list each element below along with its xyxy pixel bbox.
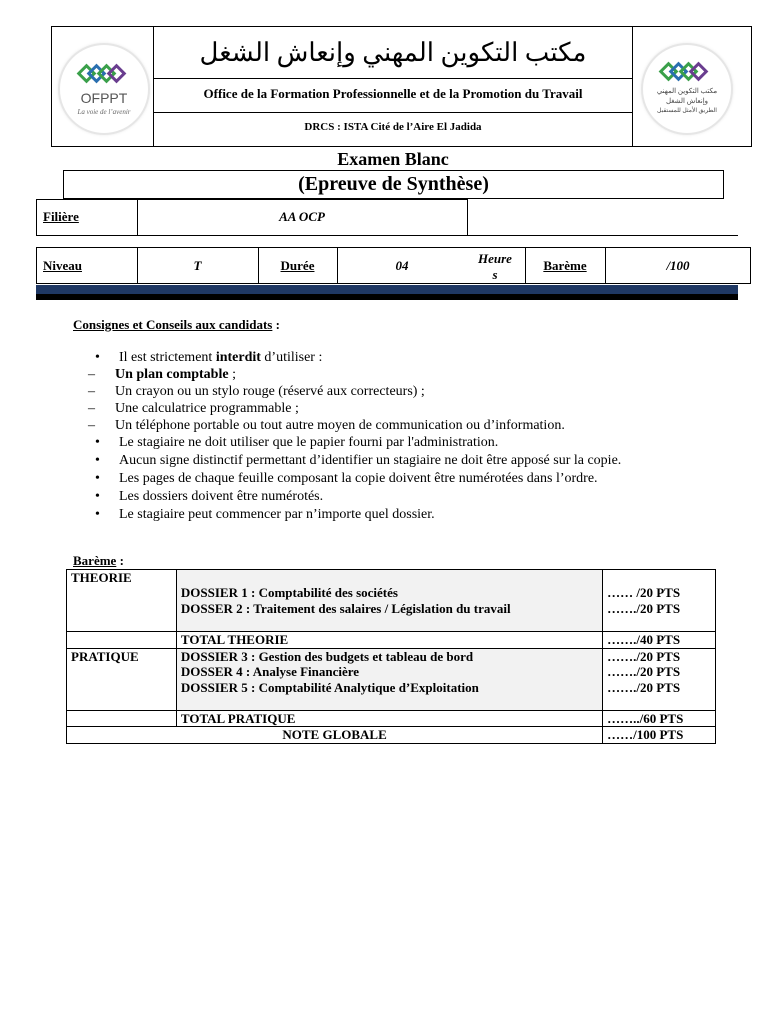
bareme-section-title [73, 553, 124, 569]
exam-title: Examen Blanc [337, 149, 449, 169]
consigne-text: Le stagiaire ne doit utiliser que le papier fourni par l'administration. [119, 435, 499, 450]
bullet-icon: • [95, 350, 100, 365]
consigne-text: Les pages de chaque feuille composant la copie doivent être numérotées dans l’ordre. [119, 471, 598, 486]
consigne-text [115, 366, 236, 383]
bareme-table [66, 569, 716, 744]
bareme-section-title-text: Barème [73, 553, 117, 568]
pratique-label: PRATIQUE [67, 648, 177, 710]
consigne-text [119, 349, 322, 366]
divider-bar-blue [36, 285, 738, 294]
arabic-title: مكتب التكوين المهني وإنعاش الشغل [199, 38, 587, 67]
consignes-list [88, 349, 748, 524]
note-globale-label: NOTE GLOBALE [67, 727, 603, 744]
filiere-rule-ext [467, 235, 738, 236]
theorie-label: THEORIE [67, 570, 177, 632]
dossier-2: DOSSER 2 : Traitement des salaires / Législation du travail [180, 600, 511, 616]
list-item [88, 470, 748, 488]
office-title: Office de la Formation Professionnelle et de la Promotion du Travail [203, 86, 583, 101]
list-item [88, 383, 748, 400]
header-rule-2 [153, 112, 633, 113]
dash-icon: – [88, 401, 95, 416]
dossier-1: DOSSIER 1 : Comptabilité des sociétés [180, 585, 398, 600]
filiere-label: Filière [43, 209, 79, 224]
bareme-section-title-suffix: : [116, 553, 124, 568]
niveau-label: Niveau [43, 258, 82, 273]
dossier-5-points: ……./20 PTS [607, 679, 681, 695]
dash-icon: – [88, 384, 95, 399]
table-row [67, 710, 716, 727]
drcs-line: DRCS : ISTA Cité de l’Aire El Jadida [304, 121, 482, 133]
dash-icon: – [88, 418, 95, 433]
theorie-dossiers [176, 570, 602, 632]
bullet-icon: • [95, 507, 100, 522]
pratique-dossiers [176, 648, 602, 710]
dossier-1-points: …… /20 PTS [607, 585, 681, 600]
empty-cell [67, 632, 177, 649]
pratique-points [603, 648, 716, 710]
heures-label-2: s [492, 267, 498, 282]
consigne-text-bold: Un plan comptable [115, 367, 229, 382]
arabic-logo-line-2: وإنعاش الشغل [665, 97, 709, 105]
bareme-label: Barème [543, 258, 587, 273]
consigne-text: Aucun signe distinctif permettant d’identifier un stagiaire ne doit être apposé sur la copie. [119, 453, 622, 468]
consigne-text: Le stagiaire peut commencer par n’importe quel dossier. [119, 507, 435, 522]
total-theorie-label: TOTAL THEORIE [176, 632, 602, 649]
list-item [88, 349, 748, 366]
consignes-title [73, 317, 280, 333]
theorie-points [603, 570, 716, 632]
table-row [67, 727, 716, 744]
bullet-icon: • [95, 453, 100, 468]
total-pratique-label: TOTAL PRATIQUE [176, 710, 602, 727]
bullet-icon: • [95, 471, 100, 486]
header-rule-1 [153, 78, 633, 79]
ofppt-arabic-logo [643, 45, 731, 133]
ofppt-logo [60, 45, 148, 133]
dossier-3-points: ……./20 PTS [607, 648, 681, 664]
ofppt-logo-text: OFPPT [80, 90, 128, 106]
consigne-text: Une calculatrice programmable ; [115, 401, 299, 416]
dossier-4: DOSSER 4 : Analyse Financière [180, 664, 360, 679]
total-theorie-points: ……./40 PTS [603, 632, 716, 649]
duree-label: Durée [280, 258, 315, 273]
list-item [88, 506, 748, 524]
bareme-value: /100 [666, 258, 690, 273]
total-pratique-points: ……../60 PTS [603, 710, 716, 727]
consigne-text-part: d’utiliser : [260, 350, 323, 365]
arabic-logo-line-1: مكتب التكوين المهني [656, 87, 718, 95]
list-item [88, 417, 748, 434]
exam-subtitle: (Epreuve de Synthèse) [63, 170, 724, 199]
table-row [67, 570, 716, 632]
list-item [88, 452, 748, 470]
list-item [88, 366, 748, 383]
consignes-title-suffix: : [272, 317, 280, 332]
filiere-value: AA OCP [279, 209, 325, 224]
arabic-logo-line-3: الطريق الأمثل للمستقبل [657, 108, 717, 114]
ofppt-logo-mark-icon [60, 45, 148, 133]
consigne-text: Un téléphone portable ou tout autre moyen de communication ou d’information. [115, 418, 565, 433]
dossier-2-points: ……./20 PTS [607, 600, 681, 616]
list-item [88, 434, 748, 452]
empty-cell [67, 710, 177, 727]
dossier-4-points: ……./20 PTS [607, 664, 681, 679]
table-row [67, 648, 716, 710]
consigne-text-bold: interdit [215, 350, 261, 365]
consigne-text-part: ; [228, 367, 236, 382]
consigne-text: Un crayon ou un stylo rouge (réservé aux correcteurs) ; [115, 384, 425, 399]
dash-icon: – [88, 367, 95, 382]
heures-label-1: Heure [478, 251, 512, 266]
table-row [67, 632, 716, 649]
bullet-icon: • [95, 489, 100, 504]
divider-bar-black [36, 294, 738, 300]
duree-value: 04 [395, 258, 409, 273]
consigne-text: Les dossiers doivent être numérotés. [119, 489, 324, 504]
dossier-3: DOSSIER 3 : Gestion des budgets et tableau de bord [180, 648, 474, 664]
bullet-icon: • [95, 435, 100, 450]
consigne-text-part: Il est strictement [119, 350, 216, 365]
dossier-5: DOSSIER 5 : Comptabilité Analytique d’Exploitation [180, 679, 479, 695]
niveau-value: T [193, 258, 202, 273]
list-item [88, 400, 748, 417]
consignes-title-text: Consignes et Conseils aux candidats [73, 317, 273, 332]
list-item [88, 488, 748, 506]
note-globale-points: ……/100 PTS [603, 727, 716, 744]
ofppt-logo-tagline: La voie de l’avenir [77, 108, 131, 116]
